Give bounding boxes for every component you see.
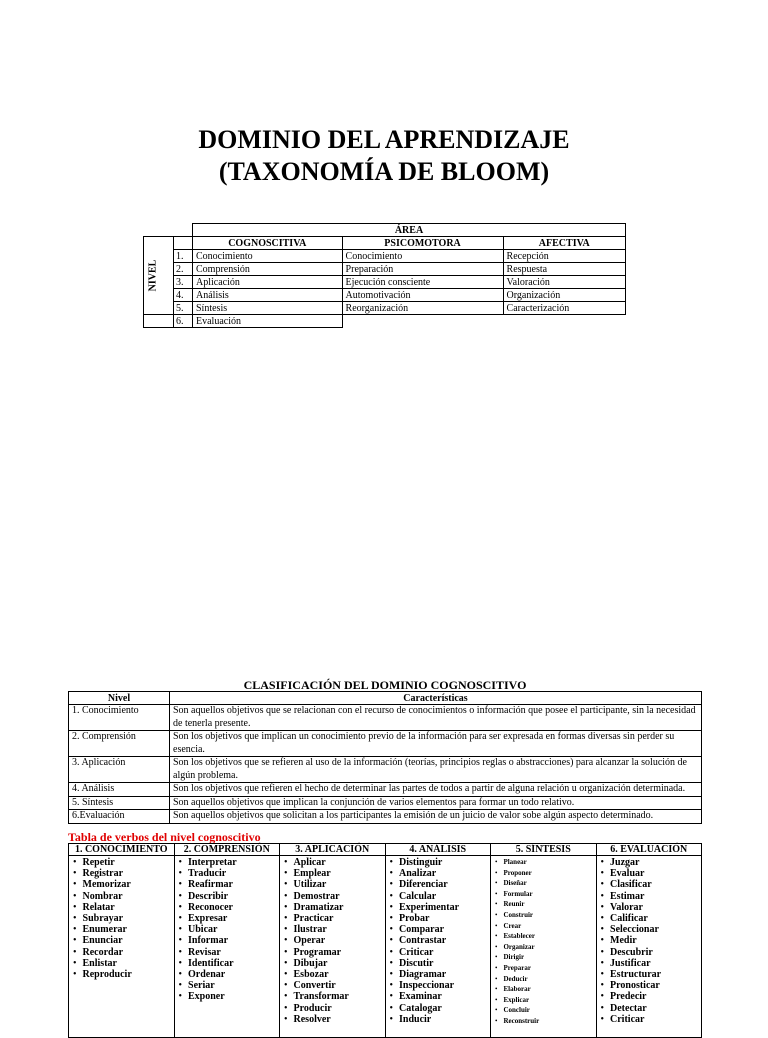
area-header-row (144, 224, 626, 237)
area-row-num: 4. (174, 289, 193, 302)
verb-item: • Expresar (179, 913, 278, 924)
verb-item: • Enumerar (73, 924, 172, 935)
verb-item: • Resolver (284, 1014, 383, 1025)
area-cell-psi: Conocimiento (342, 250, 503, 263)
classification-row (69, 731, 702, 757)
verbs-column-cell (385, 856, 491, 1038)
verb-item: • Examinar (390, 991, 489, 1002)
verb-item: • Emplear (284, 868, 383, 879)
classification-desc: Son los objetivos que refieren el hecho de determinar las partes de todos a partir de alguna relación u organización determinada. (170, 783, 702, 797)
verb-item: • Establecer (495, 931, 594, 942)
area-cell-cog: Análisis (193, 289, 343, 302)
verb-item: • Medir (601, 935, 700, 946)
verb-item: • Elaborar (495, 984, 594, 995)
classification-row (69, 796, 702, 810)
title-line-1: DOMINIO DEL APRENDIZAJE (198, 125, 570, 154)
area-empty-cell (342, 315, 503, 328)
verb-item: • Inspeccionar (390, 980, 489, 991)
classification-desc: Son los objetivos que se refieren al uso de la información (teorías, principios reglas o abstracciones) para alcanzar la solución de algún problema. (170, 757, 702, 783)
verb-item: • Catalogar (390, 1003, 489, 1014)
verb-item: • Construir (495, 910, 594, 921)
classification-header-level: Nivel (69, 692, 170, 705)
verb-item: • Experimentar (390, 902, 489, 913)
nivel-bottom-cell (144, 315, 174, 328)
verb-item: • Describir (179, 891, 278, 902)
verb-item: • Dirigir (495, 952, 594, 963)
area-num-blank (174, 237, 193, 250)
verb-item: • Reunir (495, 899, 594, 910)
area-cell-psi: Reorganización (342, 302, 503, 315)
verb-item: • Evaluar (601, 868, 700, 879)
verb-item: • Diferenciar (390, 879, 489, 890)
verbs-column-cell (596, 856, 702, 1038)
verbs-column-cell (174, 856, 280, 1038)
verbs-table (68, 843, 702, 1038)
area-row (144, 250, 626, 263)
classification-desc: Son los objetivos que implican un conocimiento previo de la información para ser expresada en formas diversas sin perder su esencia. (170, 731, 702, 757)
verb-item: • Proponer (495, 868, 594, 879)
verbs-list (284, 857, 383, 1025)
area-row (144, 263, 626, 276)
verb-item: • Reconocer (179, 902, 278, 913)
verb-item: • Informar (179, 935, 278, 946)
verb-item: • Reconstruir (495, 1016, 594, 1027)
verb-item: • Descubrir (601, 947, 700, 958)
verb-item: • Dibujar (284, 958, 383, 969)
verbs-header-row (69, 844, 702, 856)
classification-desc: Son aquellos objetivos que se relacionan con el recurso de conocimientos o información que posee el participante, sin la necesidad de tenerla presente. (170, 705, 702, 731)
verb-item: • Relatar (73, 902, 172, 913)
area-row (144, 315, 626, 328)
verb-item: • Deducir (495, 974, 594, 985)
classification-level: 6.Evaluación (69, 810, 170, 824)
verb-item: • Nombrar (73, 891, 172, 902)
verb-item: • Interpretar (179, 857, 278, 868)
area-cell-psi: Automotivación (342, 289, 503, 302)
verb-item: • Calificar (601, 913, 700, 924)
classification-desc: Son aquellos objetivos que implican la conjunción de varios elementos para formar un todo relativo. (170, 796, 702, 810)
area-row-num: 6. (174, 315, 193, 328)
verb-item: • Enunciar (73, 935, 172, 946)
verbs-column-cell (69, 856, 175, 1038)
area-cell-cog: Conocimiento (193, 250, 343, 263)
verb-item: • Producir (284, 1003, 383, 1014)
verbs-col-header: 6. EVALUACIÓN (596, 844, 702, 856)
verbs-col-header: 3. APLICACIÓN (280, 844, 386, 856)
verbs-list (390, 857, 489, 1025)
classification-header-row (69, 692, 702, 705)
area-row (144, 289, 626, 302)
verb-item: • Valorar (601, 902, 700, 913)
area-table (143, 223, 626, 328)
verb-item: • Clasificar (601, 879, 700, 890)
verb-item: • Subrayar (73, 913, 172, 924)
verbs-column-cell (280, 856, 386, 1038)
classification-level: 1. Conocimiento (69, 705, 170, 731)
verb-item: • Convertir (284, 980, 383, 991)
verb-item: • Planear (495, 857, 594, 868)
area-cell-afe: Respuesta (503, 263, 625, 276)
area-empty-cell (503, 315, 625, 328)
verb-item: • Demostrar (284, 891, 383, 902)
classification-level: 2. Comprensión (69, 731, 170, 757)
area-cell-afe: Recepción (503, 250, 625, 263)
verb-item: • Detectar (601, 1003, 700, 1014)
verb-item: • Diagramar (390, 969, 489, 980)
classification-level: 3. Aplicación (69, 757, 170, 783)
verb-item: • Ilustrar (284, 924, 383, 935)
verb-item: • Operar (284, 935, 383, 946)
classification-level: 5. Síntesis (69, 796, 170, 810)
verb-item: • Discutir (390, 958, 489, 969)
verb-item: • Exponer (179, 991, 278, 1002)
verb-item: • Formular (495, 889, 594, 900)
classification-level: 4. Análisis (69, 783, 170, 797)
classification-row (69, 757, 702, 783)
verbs-table-label: Tabla de verbos del nivel cognoscitivo (68, 830, 261, 844)
area-cell-afe: Organización (503, 289, 625, 302)
verb-item: • Reafirmar (179, 879, 278, 890)
verb-item: • Organizar (495, 942, 594, 953)
area-col-header: PSICOMOTORA (342, 237, 503, 250)
area-cell-afe: Valoración (503, 276, 625, 289)
verbs-list (179, 857, 278, 1003)
verb-item: • Seleccionar (601, 924, 700, 935)
verb-item: • Ubicar (179, 924, 278, 935)
verb-item: • Recordar (73, 947, 172, 958)
verb-item: • Pronosticar (601, 980, 700, 991)
verbs-list (601, 857, 700, 1025)
area-cell-psi: Preparación (342, 263, 503, 276)
verb-item: • Distinguir (390, 857, 489, 868)
verb-item: • Memorizar (73, 879, 172, 890)
verb-item: • Criticar (601, 1014, 700, 1025)
area-row (144, 302, 626, 315)
verbs-list (73, 857, 172, 980)
verb-item: • Revisar (179, 947, 278, 958)
verb-item: • Criticar (390, 947, 489, 958)
classification-row (69, 783, 702, 797)
area-cell-psi: Ejecución consciente (342, 276, 503, 289)
verb-item: • Analizar (390, 868, 489, 879)
verb-item: • Diseñar (495, 878, 594, 889)
verb-item: • Repetir (73, 857, 172, 868)
area-cell-cog: Evaluación (193, 315, 343, 328)
area-col-header: AFECTIVA (503, 237, 625, 250)
verb-item: • Explicar (495, 995, 594, 1006)
area-cell-afe: Caracterización (503, 302, 625, 315)
verb-item: • Probar (390, 913, 489, 924)
area-cell-cog: Aplicación (193, 276, 343, 289)
verb-item: • Justificar (601, 958, 700, 969)
area-header: ÁREA (193, 224, 626, 237)
verb-item: • Estructurar (601, 969, 700, 980)
verb-item: • Registrar (73, 868, 172, 879)
area-row-num: 2. (174, 263, 193, 276)
verb-item: • Estimar (601, 891, 700, 902)
area-row-num: 5. (174, 302, 193, 315)
classification-row (69, 705, 702, 731)
verbs-column-cell (491, 856, 597, 1038)
area-col-header: COGNOSCITIVA (193, 237, 343, 250)
verb-item: • Enlistar (73, 958, 172, 969)
area-row (144, 276, 626, 289)
verbs-col-header: 5. SÍNTESIS (491, 844, 597, 856)
classification-header-desc: Características (170, 692, 702, 705)
verb-item: • Aplicar (284, 857, 383, 868)
classification-title: CLASIFICACIÓN DEL DOMINIO COGNOSCITIVO (243, 678, 527, 692)
title-line-2: (TAXONOMÍA DE BLOOM) (218, 157, 550, 186)
verb-item: • Reproducir (73, 969, 172, 980)
verbs-col-header: 2. COMPRENSIÓN (174, 844, 280, 856)
area-columns-row (144, 237, 626, 250)
classification-table (68, 691, 702, 824)
verb-item: • Contrastar (390, 935, 489, 946)
verb-item: • Calcular (390, 891, 489, 902)
area-row-num: 3. (174, 276, 193, 289)
verb-item: • Ordenar (179, 969, 278, 980)
verb-item: • Juzgar (601, 857, 700, 868)
verb-item: • Practicar (284, 913, 383, 924)
verbs-col-header: 4. ANÁLISIS (385, 844, 491, 856)
verb-item: • Dramatizar (284, 902, 383, 913)
verbs-list (495, 857, 594, 1027)
area-row-num: 1. (174, 250, 193, 263)
verbs-body-row (69, 856, 702, 1038)
verbs-col-header: 1. CONOCIMIENTO (69, 844, 175, 856)
area-corner (144, 224, 193, 237)
verb-item: • Utilizar (284, 879, 383, 890)
verb-item: • Programar (284, 947, 383, 958)
verb-item: • Concluir (495, 1005, 594, 1016)
nivel-side-label-cell (144, 237, 174, 315)
classification-desc: Son aquellos objetivos que solicitan a los participantes la emisión de un juicio de valor sobe algún aspecto determinado. (170, 810, 702, 824)
page-title (0, 124, 768, 188)
area-cell-cog: Comprensión (193, 263, 343, 276)
verb-item: • Predecir (601, 991, 700, 1002)
nivel-side-label: NIVEL (147, 259, 159, 292)
verb-item: • Traducir (179, 868, 278, 879)
verb-item: • Inducir (390, 1014, 489, 1025)
area-cell-cog: Síntesis (193, 302, 343, 315)
verb-item: • Crear (495, 921, 594, 932)
classification-row (69, 810, 702, 824)
verb-item: • Esbozar (284, 969, 383, 980)
verb-item: • Seriar (179, 980, 278, 991)
verb-item: • Preparar (495, 963, 594, 974)
verb-item: • Transformar (284, 991, 383, 1002)
verb-item: • Identificar (179, 958, 278, 969)
verb-item: • Comparar (390, 924, 489, 935)
